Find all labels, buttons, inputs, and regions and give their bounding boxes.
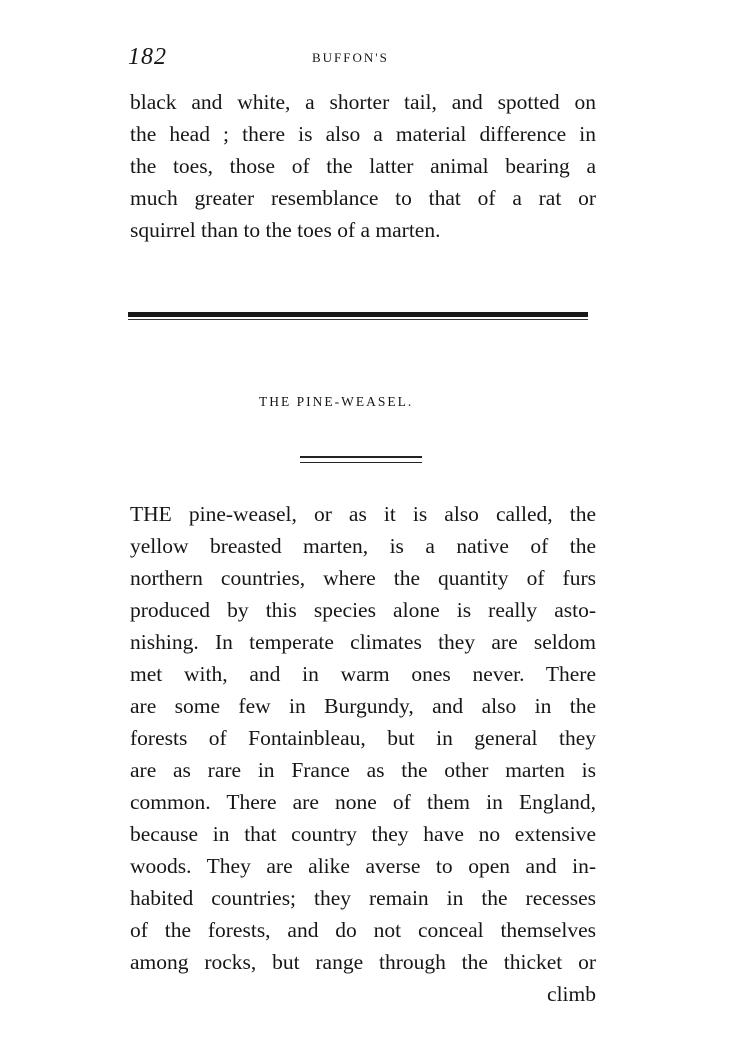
text-line: the toes, those of the latter animal bearing a — [130, 154, 596, 178]
catchword: climb — [547, 982, 596, 1006]
text-line: black and white, a shorter tail, and spotted on — [130, 90, 596, 114]
text-line: produced by this species alone is really asto- — [130, 598, 596, 622]
section-divider-thin — [128, 319, 588, 320]
text-line: are as rare in France as the other marten is — [130, 758, 596, 782]
text-line: nishing. In temperate climates they are seldom — [130, 630, 596, 654]
text-line: the head ; there is also a material difference in — [130, 122, 596, 146]
title-rule — [300, 456, 422, 458]
text-line: northern countries, where the quantity of furs — [130, 566, 596, 590]
text-line: habited countries; they remain in the recesses — [130, 886, 596, 910]
section-divider-thick — [128, 312, 588, 317]
page-number: 182 — [128, 44, 167, 70]
text-line: yellow breasted marten, is a native of the — [130, 534, 596, 558]
section-title: THE PINE-WEASEL. — [259, 394, 414, 409]
text-line: are some few in Burgundy, and also in the — [130, 694, 596, 718]
text-line: among rocks, but range through the thicket or — [130, 950, 596, 974]
running-head: BUFFON'S — [312, 50, 389, 65]
text-line: THE pine-weasel, or as it is also called, the — [130, 502, 596, 526]
title-rule — [300, 462, 422, 463]
text-line: met with, and in warm ones never. There — [130, 662, 596, 686]
text-line: squirrel than to the toes of a marten. — [130, 218, 441, 242]
text-line: of the forests, and do not conceal themselves — [130, 918, 596, 942]
text-line: common. There are none of them in England, — [130, 790, 596, 814]
text-line: woods. They are alike averse to open and in- — [130, 854, 596, 878]
text-line: forests of Fontainbleau, but in general they — [130, 726, 596, 750]
text-line: much greater resemblance to that of a rat or — [130, 186, 596, 210]
text-line: because in that country they have no extensive — [130, 822, 596, 846]
